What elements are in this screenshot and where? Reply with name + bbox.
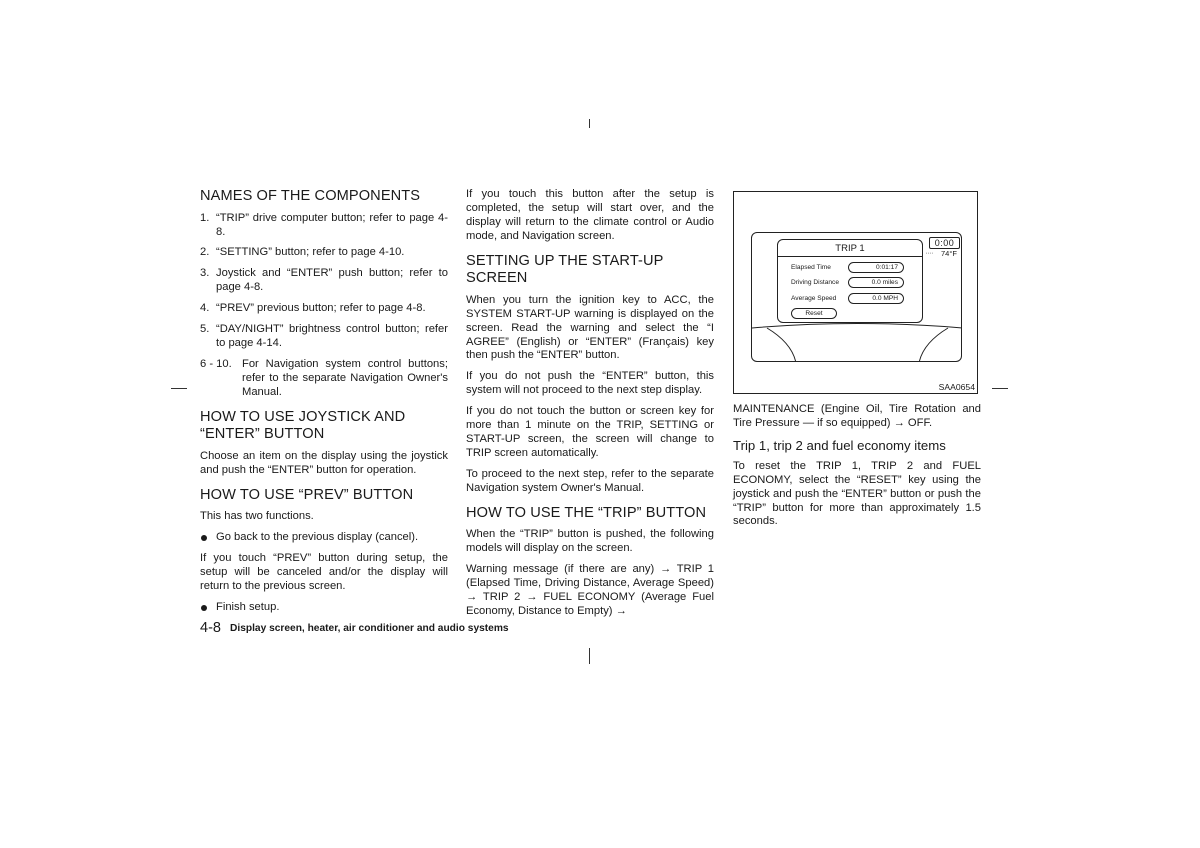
column-3 bbox=[733, 403, 981, 536]
bottom-crop-mark bbox=[589, 648, 590, 664]
right-crop-mark bbox=[992, 388, 1008, 389]
item-number: 4. bbox=[200, 302, 210, 315]
bullet-icon bbox=[201, 535, 207, 541]
heading-prev-button: HOW TO USE “PREV” BUTTON bbox=[200, 486, 414, 503]
paragraph: To proceed to the next step, refer to the separate Navigation system Owner's Manual. bbox=[466, 467, 714, 494]
temperature-display: 74°F bbox=[941, 249, 957, 258]
left-crop-mark bbox=[171, 388, 187, 389]
paragraph: When you turn the ignition key to ACC, the SYSTEM START-UP warning is displayed on the screen. Read the warning and select the “I AGREE” (English) or “ENTER” (Français) key then push the “ENTER” button. bbox=[466, 293, 714, 362]
list-item bbox=[200, 212, 448, 240]
column-2 bbox=[466, 188, 714, 626]
paragraph: If you touch “PREV” button during setup, the setup will be canceled and/or the display will return to the previous screen. bbox=[200, 551, 448, 592]
row-label: Average Speed bbox=[791, 295, 837, 302]
paragraph: Choose an item on the display using the joystick and push the “ENTER” button for operation. bbox=[200, 449, 448, 476]
heading-joystick-enter: HOW TO USE JOYSTICK AND “ENTER” BUTTON bbox=[200, 408, 406, 443]
heading-names-of-components: NAMES OF THE COMPONENTS bbox=[200, 188, 421, 204]
bullet-item bbox=[200, 601, 448, 615]
heading-trip-button: HOW TO USE THE “TRIP” BUTTON bbox=[466, 504, 707, 521]
paragraph: This has two functions. bbox=[200, 510, 314, 523]
row-value: 0:01:17 bbox=[848, 262, 904, 273]
trip-screen-figure bbox=[733, 191, 978, 394]
bullet-text: Go back to the previous display (cancel). bbox=[216, 531, 419, 544]
heading-start-up-screen: SETTING UP THE START-UP SCREEN bbox=[466, 252, 664, 287]
paragraph: If you do not push the “ENTER” button, this system will not proceed to the next step display. bbox=[466, 370, 714, 397]
item-text: “DAY/NIGHT” brightness control button; refer to page 4-14. bbox=[216, 323, 448, 349]
paragraph: When the “TRIP” button is pushed, the following models will display on the screen. bbox=[466, 528, 714, 555]
item-number: 3. bbox=[200, 267, 210, 280]
column-1 bbox=[200, 188, 448, 622]
item-text: For Navigation system control buttons; refer to the separate Navigation Owner's Manual. bbox=[242, 357, 448, 398]
paragraph: If you do not touch the button or screen key for more than 1 minute on the TRIP, SETTING or START-UP screen, the screen will change to TRIP screen automatically. bbox=[466, 405, 714, 459]
trip-title: TRIP 1 bbox=[835, 243, 865, 254]
item-number: 5. bbox=[200, 323, 210, 336]
row-value: 0.0 miles bbox=[848, 277, 904, 288]
item-text: Joystick and “ENTER” push button; refer to page 4-8. bbox=[216, 267, 448, 294]
section-title: Display screen, heater, air conditioner and audio systems bbox=[230, 623, 509, 634]
list-item bbox=[200, 302, 448, 316]
outside-temp-caption: ▪ ▪ ▪ ▪ bbox=[926, 251, 933, 255]
bottom-bar-curves bbox=[752, 233, 962, 362]
top-crop-mark bbox=[589, 119, 590, 128]
paragraph: MAINTENANCE (Engine Oil, Tire Rotation and Tire Pressure — if so equipped) → OFF. bbox=[733, 403, 981, 429]
figure-code: SAA0654 bbox=[938, 382, 975, 392]
row-label: Elapsed Time bbox=[791, 264, 831, 271]
item-text: “TRIP” drive computer button; refer to page 4-8. bbox=[216, 211, 448, 238]
item-number: 2. bbox=[200, 246, 210, 259]
clock-display: 0:00 bbox=[929, 237, 960, 249]
list-item bbox=[200, 267, 448, 295]
display-screen-illustration bbox=[751, 232, 962, 362]
paragraph: To reset the TRIP 1, TRIP 2 and FUEL ECONOMY, select the “RESET” key using the joystick and push the “ENTER” button or push the “TRIP” button for more than approximately 1.5 seconds. bbox=[733, 459, 981, 528]
heading-trip-items: Trip 1, trip 2 and fuel economy items bbox=[733, 437, 946, 453]
row-label: Driving Distance bbox=[791, 279, 840, 286]
bullet-icon bbox=[201, 605, 207, 611]
bullet-item bbox=[200, 531, 448, 545]
list-item bbox=[200, 246, 448, 260]
bullet-text: Finish setup. bbox=[216, 600, 280, 613]
reset-button: Reset bbox=[791, 308, 837, 319]
item-text: “PREV” previous button; refer to page 4-8. bbox=[216, 302, 426, 315]
paragraph: If you touch this button after the setup is completed, the setup will start over, and the display will return to the climate control or Audio mode, and Navigation screen. bbox=[466, 188, 714, 242]
paragraph: Warning message (if there are any) → TRIP 1 (Elapsed Time, Driving Distance, Average Speed) → TRIP 2 → FUEL ECONOMY (Average Fuel Economy, Distance to Empty) → bbox=[466, 563, 714, 617]
list-item bbox=[200, 358, 448, 400]
item-number: 1. bbox=[200, 211, 210, 224]
item-text: “SETTING” button; refer to page 4-10. bbox=[216, 246, 405, 259]
page-number: 4-8 bbox=[200, 620, 221, 636]
item-number: 6 - 10. bbox=[200, 357, 232, 370]
list-item bbox=[200, 323, 448, 351]
row-value: 0.0 MPH bbox=[848, 293, 904, 304]
